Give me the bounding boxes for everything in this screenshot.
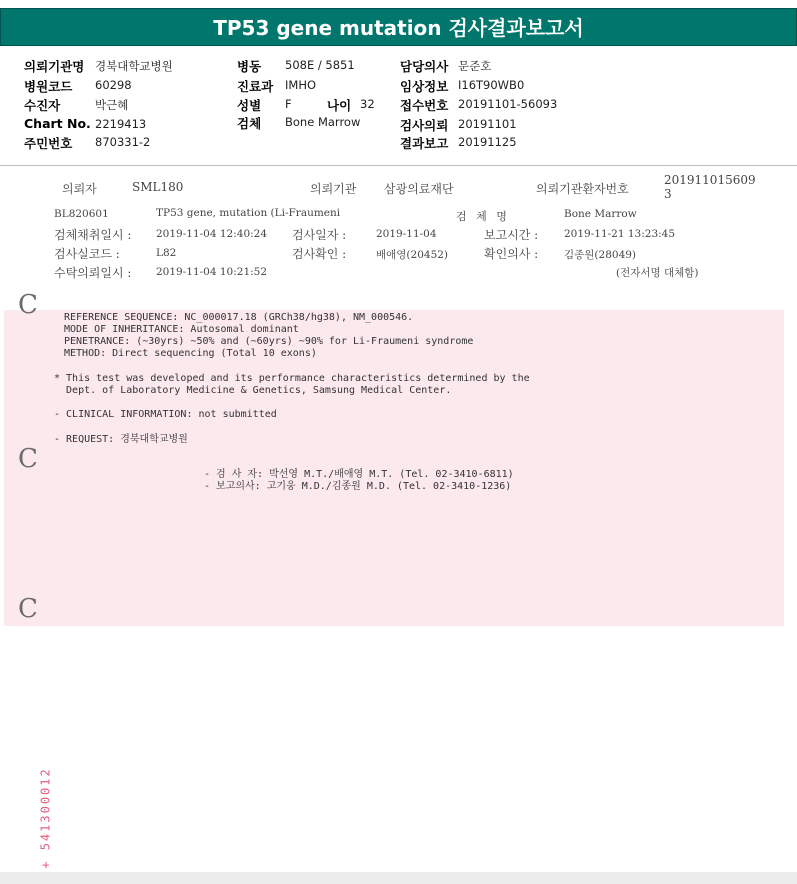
test-code: BL820601 [54, 208, 109, 220]
hospital-name-label: 의뢰기관명 [24, 59, 85, 74]
requester-value: SML180 [132, 180, 184, 194]
body-line-3: PENETRANCE: (~30yrs) ~50% and (~60yrs) ~90% for Li-Fraumeni syndrome [64, 336, 474, 347]
department-value: IMHO [285, 78, 317, 92]
reporter-line: - 보고의사: 고기웅 M.D./김종원 M.D. (Tel. 02-3410-1236) [204, 481, 512, 492]
exam-confirm-value: 배애영(20452) [376, 249, 449, 261]
report-date-label: 결과보고 [400, 136, 449, 151]
collect-datetime-value: 2019-11-04 12:40:24 [156, 228, 268, 240]
punch-hole-icon: C [18, 444, 38, 474]
body-line-1: REFERENCE SEQUENCE: NC_000017.18 (GRCh38/hg38), NM_000546. [64, 312, 414, 323]
department-label: 진료과 [237, 79, 274, 94]
collect-datetime-label: 검체채취일시 : [54, 228, 132, 242]
hospital-code-label: 병원코드 [24, 79, 73, 94]
report-title: TP53 gene mutation 검사결과보고서 [0, 8, 797, 46]
confirm-doctor-value: 김종원(28049) [564, 249, 637, 261]
ward-label: 병동 [237, 59, 262, 74]
body-line-2: MODE OF INHERITANCE: Autosomal dominant [64, 324, 299, 335]
specimen-name-label: 검 체 명 [456, 210, 510, 223]
requester-label: 의뢰자 [62, 182, 97, 196]
report-time-value: 2019-11-21 13:23:45 [564, 228, 676, 240]
chart-no-value: 2219413 [95, 117, 147, 131]
hospital-name-value: 경북대학교병원 [95, 59, 173, 73]
inst-patient-no-value-line1: 201911015609 [664, 173, 756, 187]
clinical-information: - CLINICAL INFORMATION: not submitted [54, 409, 277, 420]
patient-name-value: 박근혜 [95, 98, 129, 112]
attending-doctor-label: 담당의사 [400, 59, 449, 74]
body-line-4: METHOD: Direct sequencing (Total 10 exons) [64, 348, 317, 359]
report-date-value: 20191125 [458, 135, 517, 149]
inst-patient-no-value-line2: 3 [664, 187, 672, 201]
age-label: 나이 [327, 98, 352, 113]
request-date-label: 검사의뢰 [400, 118, 449, 133]
accession-no-label: 접수번호 [400, 98, 449, 113]
accession-no-value: 20191101-56093 [458, 97, 558, 111]
attending-doctor-value: 문준호 [458, 59, 492, 73]
punch-hole-icon: C [18, 290, 38, 320]
ward-value: 508E / 5851 [285, 58, 355, 72]
age-value: 32 [360, 97, 375, 111]
confirm-doctor-label: 확인의사 : [484, 247, 539, 261]
received-datetime-value: 2019-11-04 10:21:52 [156, 266, 268, 278]
received-datetime-label: 수탁의뢰일시 : [54, 266, 132, 280]
patient-name-label: 수진자 [24, 98, 61, 113]
resident-no-value: 870331-2 [95, 135, 151, 149]
hospital-code-value: 60298 [95, 78, 132, 92]
scanned-report [0, 166, 797, 872]
specimen-name-value: Bone Marrow [564, 208, 637, 220]
note-line-1: * This test was developed and its performance characteristics determined by the [54, 373, 530, 384]
esign-note: (전자서명 대체함) [616, 267, 699, 279]
note-line-2: Dept. of Laboratory Medicine & Genetics, Samsung Medical Center. [54, 385, 452, 396]
request-date-value: 20191101 [458, 117, 517, 131]
bottom-strip [0, 872, 797, 884]
exam-date-label: 검사일자 : [292, 228, 347, 242]
lab-code-value: L82 [156, 247, 177, 259]
lab-code-label: 검사실코드 : [54, 247, 120, 261]
punch-hole-icon: C [18, 594, 38, 624]
patient-info-block [0, 50, 797, 166]
sex-value: F [285, 97, 292, 111]
inst-patient-no-label: 의뢰기관환자번호 [536, 182, 629, 196]
institution-value: 삼광의료재단 [384, 182, 454, 196]
resident-no-label: 주민번호 [24, 136, 73, 151]
chart-no-label: Chart No. [24, 116, 91, 131]
institution-label: 의뢰기관 [310, 182, 357, 196]
exam-date-value: 2019-11-04 [376, 228, 437, 240]
specimen-label: 검체 [237, 116, 262, 131]
serial-number-text: + 541300012 [38, 767, 53, 869]
clinical-info-label: 임상정보 [400, 79, 449, 94]
clinical-info-value: I16T90WB0 [458, 78, 525, 92]
test-name: TP53 gene, mutation (Li-Fraumeni [156, 207, 341, 219]
specimen-value: Bone Marrow [285, 115, 361, 129]
examiner-line: - 검 사 자: 박선영 M.T./배애영 M.T. (Tel. 02-3410-6811) [204, 469, 514, 480]
report-time-label: 보고시간 : [484, 228, 539, 242]
sex-label: 성별 [237, 98, 262, 113]
exam-confirm-label: 검사확인 : [292, 247, 347, 261]
request-line: - REQUEST: 경북대학교병원 [54, 434, 188, 445]
